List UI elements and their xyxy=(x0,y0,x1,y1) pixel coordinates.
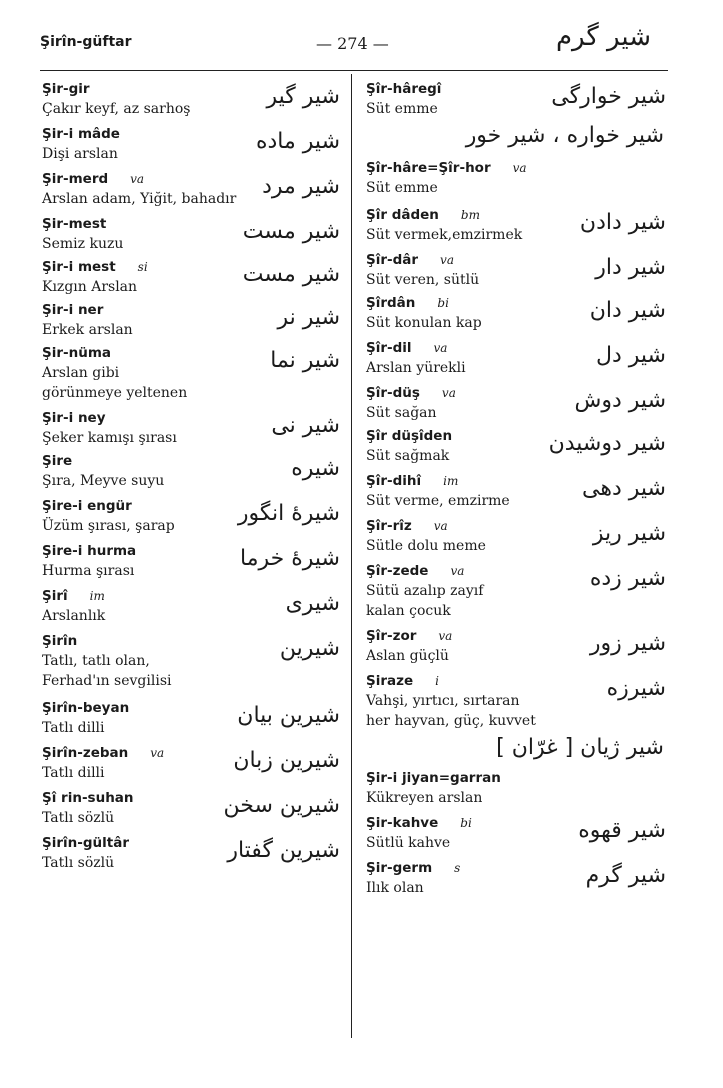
entry-gloss: Süt vermek,emzirmek xyxy=(366,227,523,243)
entry-arabic-script: شیر ماده xyxy=(255,129,340,154)
entry-arabic-script: شیر دل xyxy=(596,343,666,368)
entry-part-of-speech: bi xyxy=(460,816,472,830)
entry-arabic-script: شیر دان xyxy=(589,298,666,323)
entry-part-of-speech: bm xyxy=(460,208,480,222)
entry-gloss: Aslan güçlü xyxy=(366,648,449,664)
entry-headword: Şîr-zor va xyxy=(366,628,453,644)
entry-headword: Şîr düşîden xyxy=(366,428,453,444)
entry-arabic-script: شیر مست xyxy=(242,219,340,244)
dictionary-entry xyxy=(366,294,668,333)
entry-gloss: Kızgın Arslan xyxy=(42,279,138,295)
entry-part-of-speech: va xyxy=(440,253,454,267)
dictionary-entry xyxy=(366,206,668,245)
entry-gloss: görünmeye yeltenen xyxy=(42,385,188,401)
entry-part-of-speech: bi xyxy=(437,296,449,310)
entry-part-of-speech: va xyxy=(130,172,145,186)
dictionary-entry xyxy=(42,409,342,448)
entry-gloss: Süt sağmak xyxy=(366,448,450,464)
dictionary-entry xyxy=(366,339,668,378)
entry-headword: Şîr-dil va xyxy=(366,340,448,356)
entry-arabic-script: شیر دادن xyxy=(579,210,666,235)
entry-arabic-script: شیر گرم xyxy=(585,863,666,888)
dictionary-entry xyxy=(42,789,342,828)
entry-headword: Şîr-hâregî xyxy=(366,81,442,97)
entry-gloss: Arslan adam, Yiğit, bahadır xyxy=(42,191,237,207)
entry-headword: Şire-i hurma xyxy=(42,543,137,559)
entry-arabic-script: شیر گیر xyxy=(266,84,340,109)
entry-gloss: Tatlı sözlü xyxy=(42,810,115,826)
entry-headword: Şir-i jiyan=garran xyxy=(366,770,501,786)
entry-headword: Şir-mest xyxy=(42,216,107,232)
entry-headword: Şirî im xyxy=(42,588,105,604)
dictionary-entry xyxy=(366,251,668,290)
entry-headword: Şî rin-suhan xyxy=(42,790,134,806)
dictionary-entry xyxy=(42,215,342,254)
entry-gloss: Süt emme xyxy=(366,180,438,196)
entry-gloss: Süt emme xyxy=(366,101,438,117)
entry-arabic-script: شیر دوش xyxy=(574,388,666,413)
entry-arabic-script: شیرهٔ خرما xyxy=(240,546,340,571)
entry-headword: Şir-kahve bi xyxy=(366,815,472,831)
entry-arabic-script: شیر ریز xyxy=(592,521,666,546)
dictionary-entry xyxy=(42,125,342,164)
entry-part-of-speech: im xyxy=(443,474,459,488)
entry-arabic-script: شیر نی xyxy=(271,413,340,438)
entry-headword: Şir-merd va xyxy=(42,171,145,187)
entry-headword: Şîr-hâre=Şîr-hor va xyxy=(366,160,527,176)
entry-part-of-speech: si xyxy=(137,260,148,274)
entry-gloss: Ilık olan xyxy=(366,880,424,896)
entry-arabic-script: شیره xyxy=(291,456,340,481)
dictionary-entry xyxy=(42,80,342,119)
entry-arabic-script: شیر مست xyxy=(242,262,340,287)
entry-headword: Şir-gir xyxy=(42,81,90,97)
entry-gloss: Tatlı dilli xyxy=(42,765,105,781)
entry-part-of-speech: va xyxy=(433,341,448,355)
entry-gloss: Dişi arslan xyxy=(42,146,118,162)
entry-gloss: Süt konulan kap xyxy=(366,315,482,331)
entry-gloss: Tatlı, tatlı olan, xyxy=(42,653,150,669)
entry-gloss: Semiz kuzu xyxy=(42,236,124,252)
entry-part-of-speech: va xyxy=(433,519,448,533)
entry-headword: Şire-i engür xyxy=(42,498,132,514)
dictionary-entry xyxy=(42,497,342,536)
entry-gloss: her hayvan, güç, kuvvet xyxy=(366,713,536,729)
entry-gloss: Ferhad'ın sevgilisi xyxy=(42,673,172,689)
entry-part-of-speech: va xyxy=(150,746,165,760)
entry-gloss: Sütlü kahve xyxy=(366,835,451,851)
entry-headword: Şirîn-gültâr xyxy=(42,835,129,851)
header-running-title: Şirîn-güftar xyxy=(40,34,132,50)
entry-gloss: Kükreyen arslan xyxy=(366,790,483,806)
entry-gloss: Arslan yürekli xyxy=(366,360,466,376)
entry-headword: Şir-nüma xyxy=(42,345,112,361)
entry-gloss: Hurma şırası xyxy=(42,563,135,579)
entry-part-of-speech: va xyxy=(512,161,527,175)
entry-arabic-script: شیرین زبان xyxy=(233,748,340,773)
entry-headword: Şîr-düş va xyxy=(366,385,456,401)
entry-gloss: Arslanlık xyxy=(42,608,106,624)
dictionary-entry xyxy=(366,159,668,198)
entry-arabic-script: شیرین گفتار xyxy=(227,838,340,863)
dictionary-entry xyxy=(366,769,668,808)
dictionary-entry xyxy=(366,627,668,666)
dictionary-entry xyxy=(42,344,342,403)
dictionary-entry xyxy=(42,301,342,340)
entry-headword: Şirîn-zeban va xyxy=(42,745,165,761)
left-column xyxy=(42,80,342,1040)
entry-headword: Şir-germ s xyxy=(366,860,461,876)
entry-gloss: kalan çocuk xyxy=(366,603,451,619)
entry-headword: Şir-i ner xyxy=(42,302,104,318)
entry-gloss: Şeker kamışı şırası xyxy=(42,430,177,446)
entry-part-of-speech: va xyxy=(441,386,456,400)
dictionary-entry xyxy=(366,80,668,119)
entry-arabic-script: شیر مرد xyxy=(262,174,340,199)
entry-arabic-script: شیر نر xyxy=(277,305,340,330)
dictionary-entry xyxy=(366,859,668,898)
page-number: — 274 — xyxy=(316,34,389,53)
entry-arabic-script: شیر زور xyxy=(589,631,666,656)
entry-arabic-variants: شیر ژیان [ غرّان ] xyxy=(496,735,664,760)
dictionary-entry xyxy=(42,258,342,297)
entry-arabic-variants: شیر خواره ، شیر خور xyxy=(465,123,664,148)
entry-gloss: Üzüm şırası, şarap xyxy=(42,518,175,534)
entry-headword: Şir-i mest si xyxy=(42,259,148,275)
entry-gloss: Çakır keyf, az sarhoş xyxy=(42,101,191,117)
entry-part-of-speech: i xyxy=(435,674,439,688)
entry-gloss: Arslan gibi xyxy=(42,365,120,381)
entry-part-of-speech: s xyxy=(454,861,461,875)
entry-part-of-speech: va xyxy=(450,564,465,578)
entry-arabic-script: شیرین بیان xyxy=(237,703,340,728)
dictionary-entry xyxy=(366,384,668,423)
dictionary-entry xyxy=(42,170,342,209)
dictionary-entry xyxy=(42,744,342,783)
dictionary-entry xyxy=(42,699,342,738)
entry-gloss: Süt sağan xyxy=(366,405,437,421)
header-arabic-catchword: شیر گرم xyxy=(555,22,651,52)
entry-arabic-script: شیرین xyxy=(279,636,340,661)
entry-gloss: Tatlı sözlü xyxy=(42,855,115,871)
header-rule xyxy=(40,70,668,71)
entry-gloss: Erkek arslan xyxy=(42,322,133,338)
dictionary-entry xyxy=(366,427,668,466)
entry-gloss: Sütle dolu meme xyxy=(366,538,486,554)
dictionary-entry xyxy=(366,472,668,511)
dictionary-entry xyxy=(42,542,342,581)
entry-headword: Şîrdân bi xyxy=(366,295,449,311)
entry-headword: Şîr-dihî im xyxy=(366,473,459,489)
entry-headword: Şîr-dâr va xyxy=(366,252,454,268)
entry-arabic-script: شیر دار xyxy=(595,255,666,280)
dictionary-entry xyxy=(366,672,668,731)
dictionary-entry xyxy=(366,562,668,621)
entry-headword: Şîr-zede va xyxy=(366,563,465,579)
entry-gloss: Süt verme, emzirme xyxy=(366,493,510,509)
entry-headword: Şiraze i xyxy=(366,673,439,689)
entry-headword: Şire xyxy=(42,453,73,469)
entry-arabic-script: شیر دهی xyxy=(582,476,666,501)
column-divider xyxy=(351,74,352,1038)
entry-arabic-script: شیر دوشیدن xyxy=(548,431,666,456)
entry-arabic-script: شیر قهوه xyxy=(578,818,666,843)
entry-gloss: Şıra, Meyve suyu xyxy=(42,473,165,489)
entry-part-of-speech: im xyxy=(89,589,105,603)
entry-headword: Şirîn-beyan xyxy=(42,700,130,716)
entry-arabic-script: شیرزه xyxy=(606,676,666,701)
dictionary-entry xyxy=(42,632,342,691)
dictionary-entry xyxy=(42,587,342,626)
dictionary-entry xyxy=(366,814,668,853)
entry-arabic-script: شیرین سخن xyxy=(223,793,340,818)
entry-headword: Şîr-rîz va xyxy=(366,518,448,534)
entry-arabic-script: شیری xyxy=(285,591,340,616)
entry-headword: Şîr dâden bm xyxy=(366,207,480,223)
entry-part-of-speech: va xyxy=(438,629,453,643)
entry-gloss: Tatlı dilli xyxy=(42,720,105,736)
entry-gloss: Sütü azalıp zayıf xyxy=(366,583,484,599)
entry-arabic-script: شیر خوارگی xyxy=(551,84,666,109)
dictionary-entry xyxy=(42,834,342,873)
dictionary-entry xyxy=(42,452,342,491)
dictionary-entry xyxy=(366,517,668,556)
entry-arabic-script: شیر نما xyxy=(270,348,340,373)
right-column xyxy=(366,80,668,1040)
entry-headword: Şir-i mâde xyxy=(42,126,120,142)
entry-arabic-script: شیرهٔ انگور xyxy=(237,501,340,526)
entry-headword: Şir-i ney xyxy=(42,410,106,426)
entry-arabic-script: شیر زده xyxy=(589,566,666,591)
entry-headword: Şirîn xyxy=(42,633,78,649)
entry-gloss: Vahşi, yırtıcı, sırtaran xyxy=(366,693,520,709)
entry-gloss: Süt veren, sütlü xyxy=(366,272,480,288)
